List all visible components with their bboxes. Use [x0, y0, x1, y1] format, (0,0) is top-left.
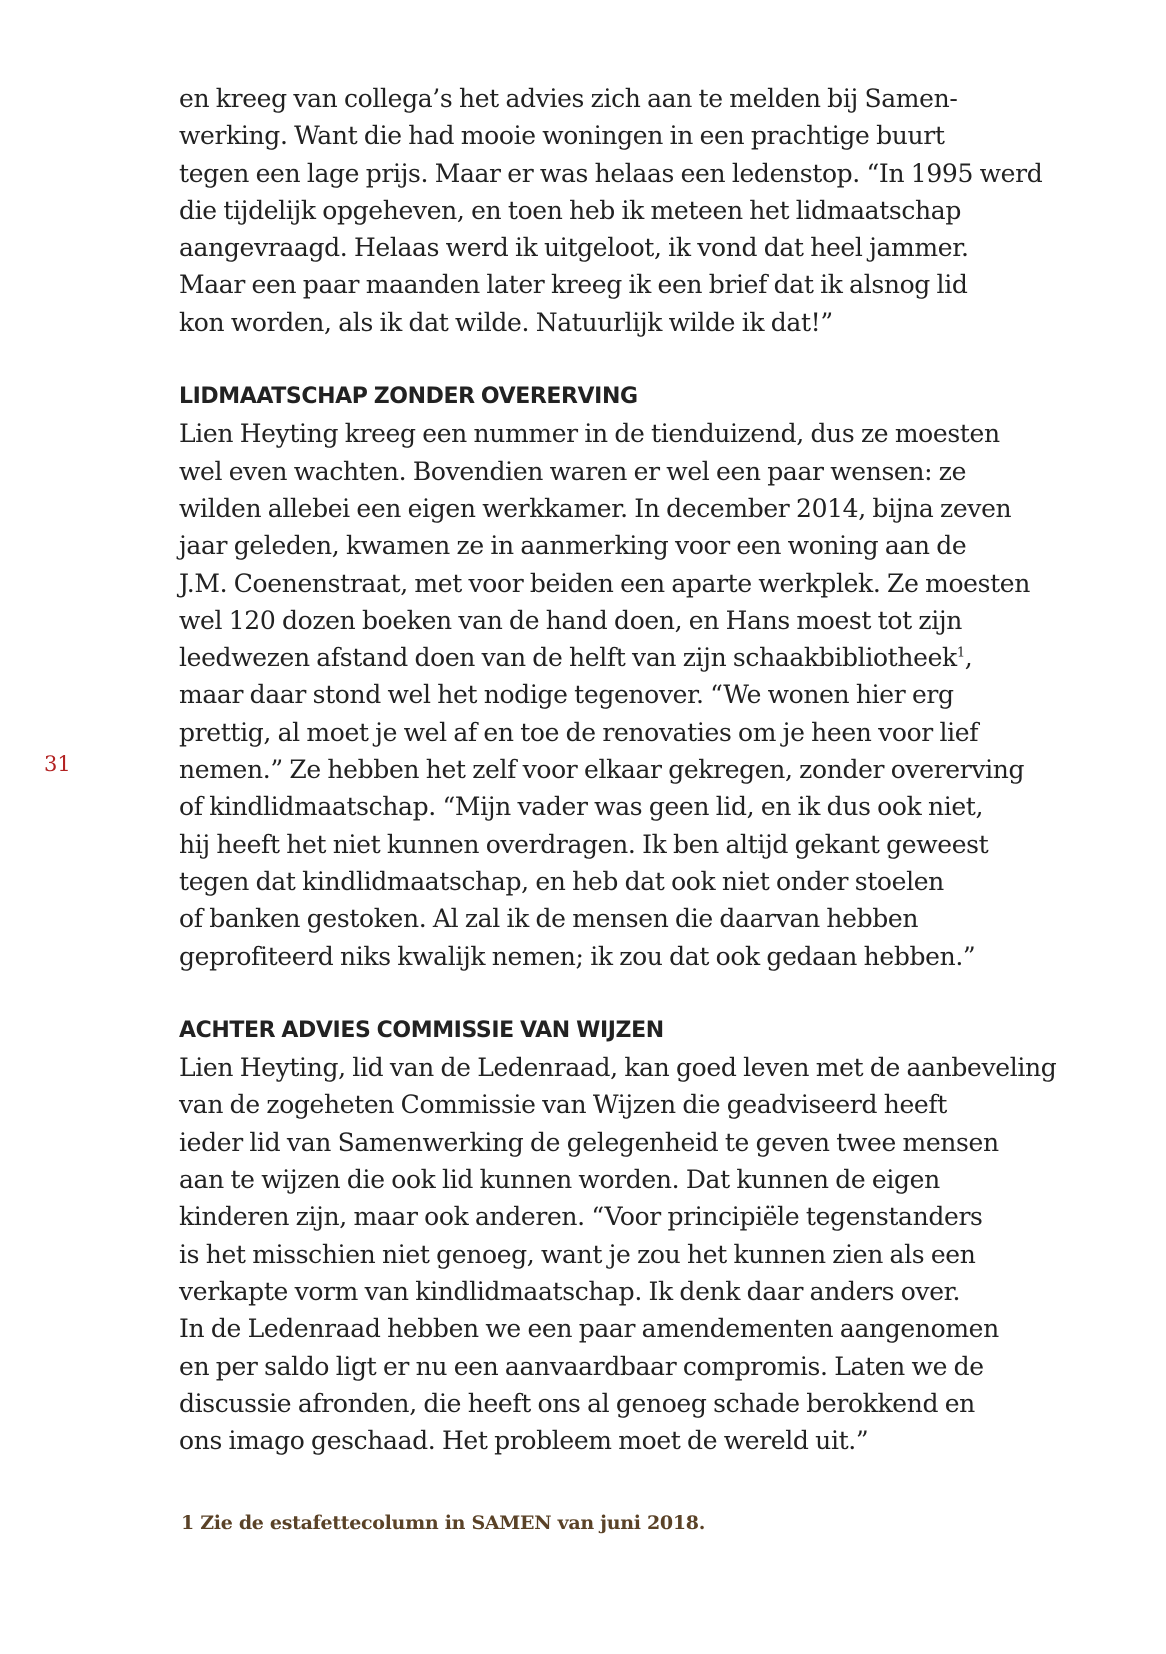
text-line: en per saldo ligt er nu een aanvaardbaar compromis. Laten we de	[179, 1351, 984, 1381]
text-line: tegen een lage prijs. Maar er was helaas een ledenstop. “In 1995 werd	[179, 158, 1043, 188]
text-line: discussie afronden, die heeft ons al genoeg schade berokkend en	[179, 1388, 975, 1418]
section-heading: ACHTER ADVIES COMMISSIE VAN WIJZEN	[179, 1017, 664, 1043]
footnote-ref-suffix: ,	[964, 643, 973, 673]
text-line: geprofiteerd niks kwalijk nemen; ik zou dat ook gedaan hebben.”	[179, 941, 976, 971]
footnote: 1 Zie de estafettecolumn in SAMEN van juni 2018.	[181, 1512, 706, 1534]
text-line: aangevraagd. Helaas werd ik uitgeloot, ik vond dat heel jammer.	[179, 233, 969, 263]
text-line-with-footnote	[179, 639, 1059, 676]
text-line: wilden allebei een eigen werkkamer. In december 2014, bijna zeven	[179, 493, 1012, 523]
text-line: aan te wijzen die ook lid kunnen worden. Dat kunnen de eigen	[179, 1165, 940, 1195]
text-line: maar daar stond wel het nodige tegenover. “We wonen hier erg	[179, 680, 954, 710]
page-number: 31	[44, 752, 71, 776]
text-line: Lien Heyting kreeg een nummer in de tienduizend, dus ze moesten	[179, 419, 1000, 449]
text-line: jaar geleden, kwamen ze in aanmerking voor een woning aan de	[179, 531, 967, 561]
text-line: Lien Heyting, lid van de Ledenraad, kan goed leven met de aanbeveling	[179, 1053, 1057, 1083]
text-line: werking. Want die had mooie woningen in een prachtige buurt	[179, 121, 945, 151]
text-line: ons imago geschaad. Het probleem moet de wereld uit.”	[179, 1426, 869, 1456]
text-line: of banken gestoken. Al zal ik de mensen die daarvan hebben	[179, 904, 919, 934]
text-line: is het misschien niet genoeg, want je zou het kunnen zien als een	[179, 1239, 976, 1269]
section-commissie	[179, 1012, 1059, 1460]
text-line: of kindlidmaatschap. “Mijn vader was geen lid, en ik dus ook niet,	[179, 792, 984, 822]
text-line: en kreeg van collega’s het advies zich aan te melden bij Samen-	[179, 84, 958, 113]
text-line: wel even wachten. Bovendien waren er wel een paar wensen: ze	[179, 456, 967, 486]
text-line: prettig, al moet je wel af en toe de renovaties om je heen voor lief	[179, 717, 979, 747]
intro-paragraph	[179, 80, 1059, 341]
text-line-content: leedwezen afstand doen van de helft van zijn schaakbibliotheek	[179, 643, 957, 673]
text-line: nemen.” Ze hebben het zelf voor elkaar gekregen, zonder overerving	[179, 755, 1025, 785]
text-line: kon worden, als ik dat wilde. Natuurlijk wilde ik dat!”	[179, 307, 833, 337]
text-line: tegen dat kindlidmaatschap, en heb dat ook niet onder stoelen	[179, 866, 944, 896]
text-line: Maar een paar maanden later kreeg ik een brief dat ik alsnog lid	[179, 270, 968, 300]
text-line: die tijdelijk opgeheven, en toen heb ik meteen het lidmaatschap	[179, 195, 961, 225]
paragraph-gap	[179, 975, 1059, 1012]
section-lidmaatschap	[179, 378, 1059, 975]
text-line: J.M. Coenenstraat, met voor beiden een aparte werkplek. Ze moesten	[179, 568, 1030, 598]
text-line: kinderen zijn, maar ook anderen. “Voor principiële tegenstanders	[179, 1202, 983, 1232]
text-line: In de Ledenraad hebben we een paar amendementen aangenomen	[179, 1314, 999, 1344]
section-heading: LIDMAATSCHAP ZONDER OVERERVING	[179, 384, 638, 410]
article-body	[179, 80, 1059, 1459]
text-line: wel 120 dozen boeken van de hand doen, en Hans moest tot zijn	[179, 605, 962, 635]
text-line: van de zogeheten Commissie van Wijzen die geadviseerd heeft	[179, 1090, 947, 1120]
paragraph-gap	[179, 341, 1059, 378]
text-line: hij heeft het niet kunnen overdragen. Ik ben altijd gekant geweest	[179, 829, 989, 859]
text-line: ieder lid van Samenwerking de gelegenheid te geven twee mensen	[179, 1127, 999, 1157]
footnote-reference[interactable]: 1	[956, 645, 965, 661]
text-line: verkapte vorm van kindlidmaatschap. Ik denk daar anders over.	[179, 1276, 961, 1306]
